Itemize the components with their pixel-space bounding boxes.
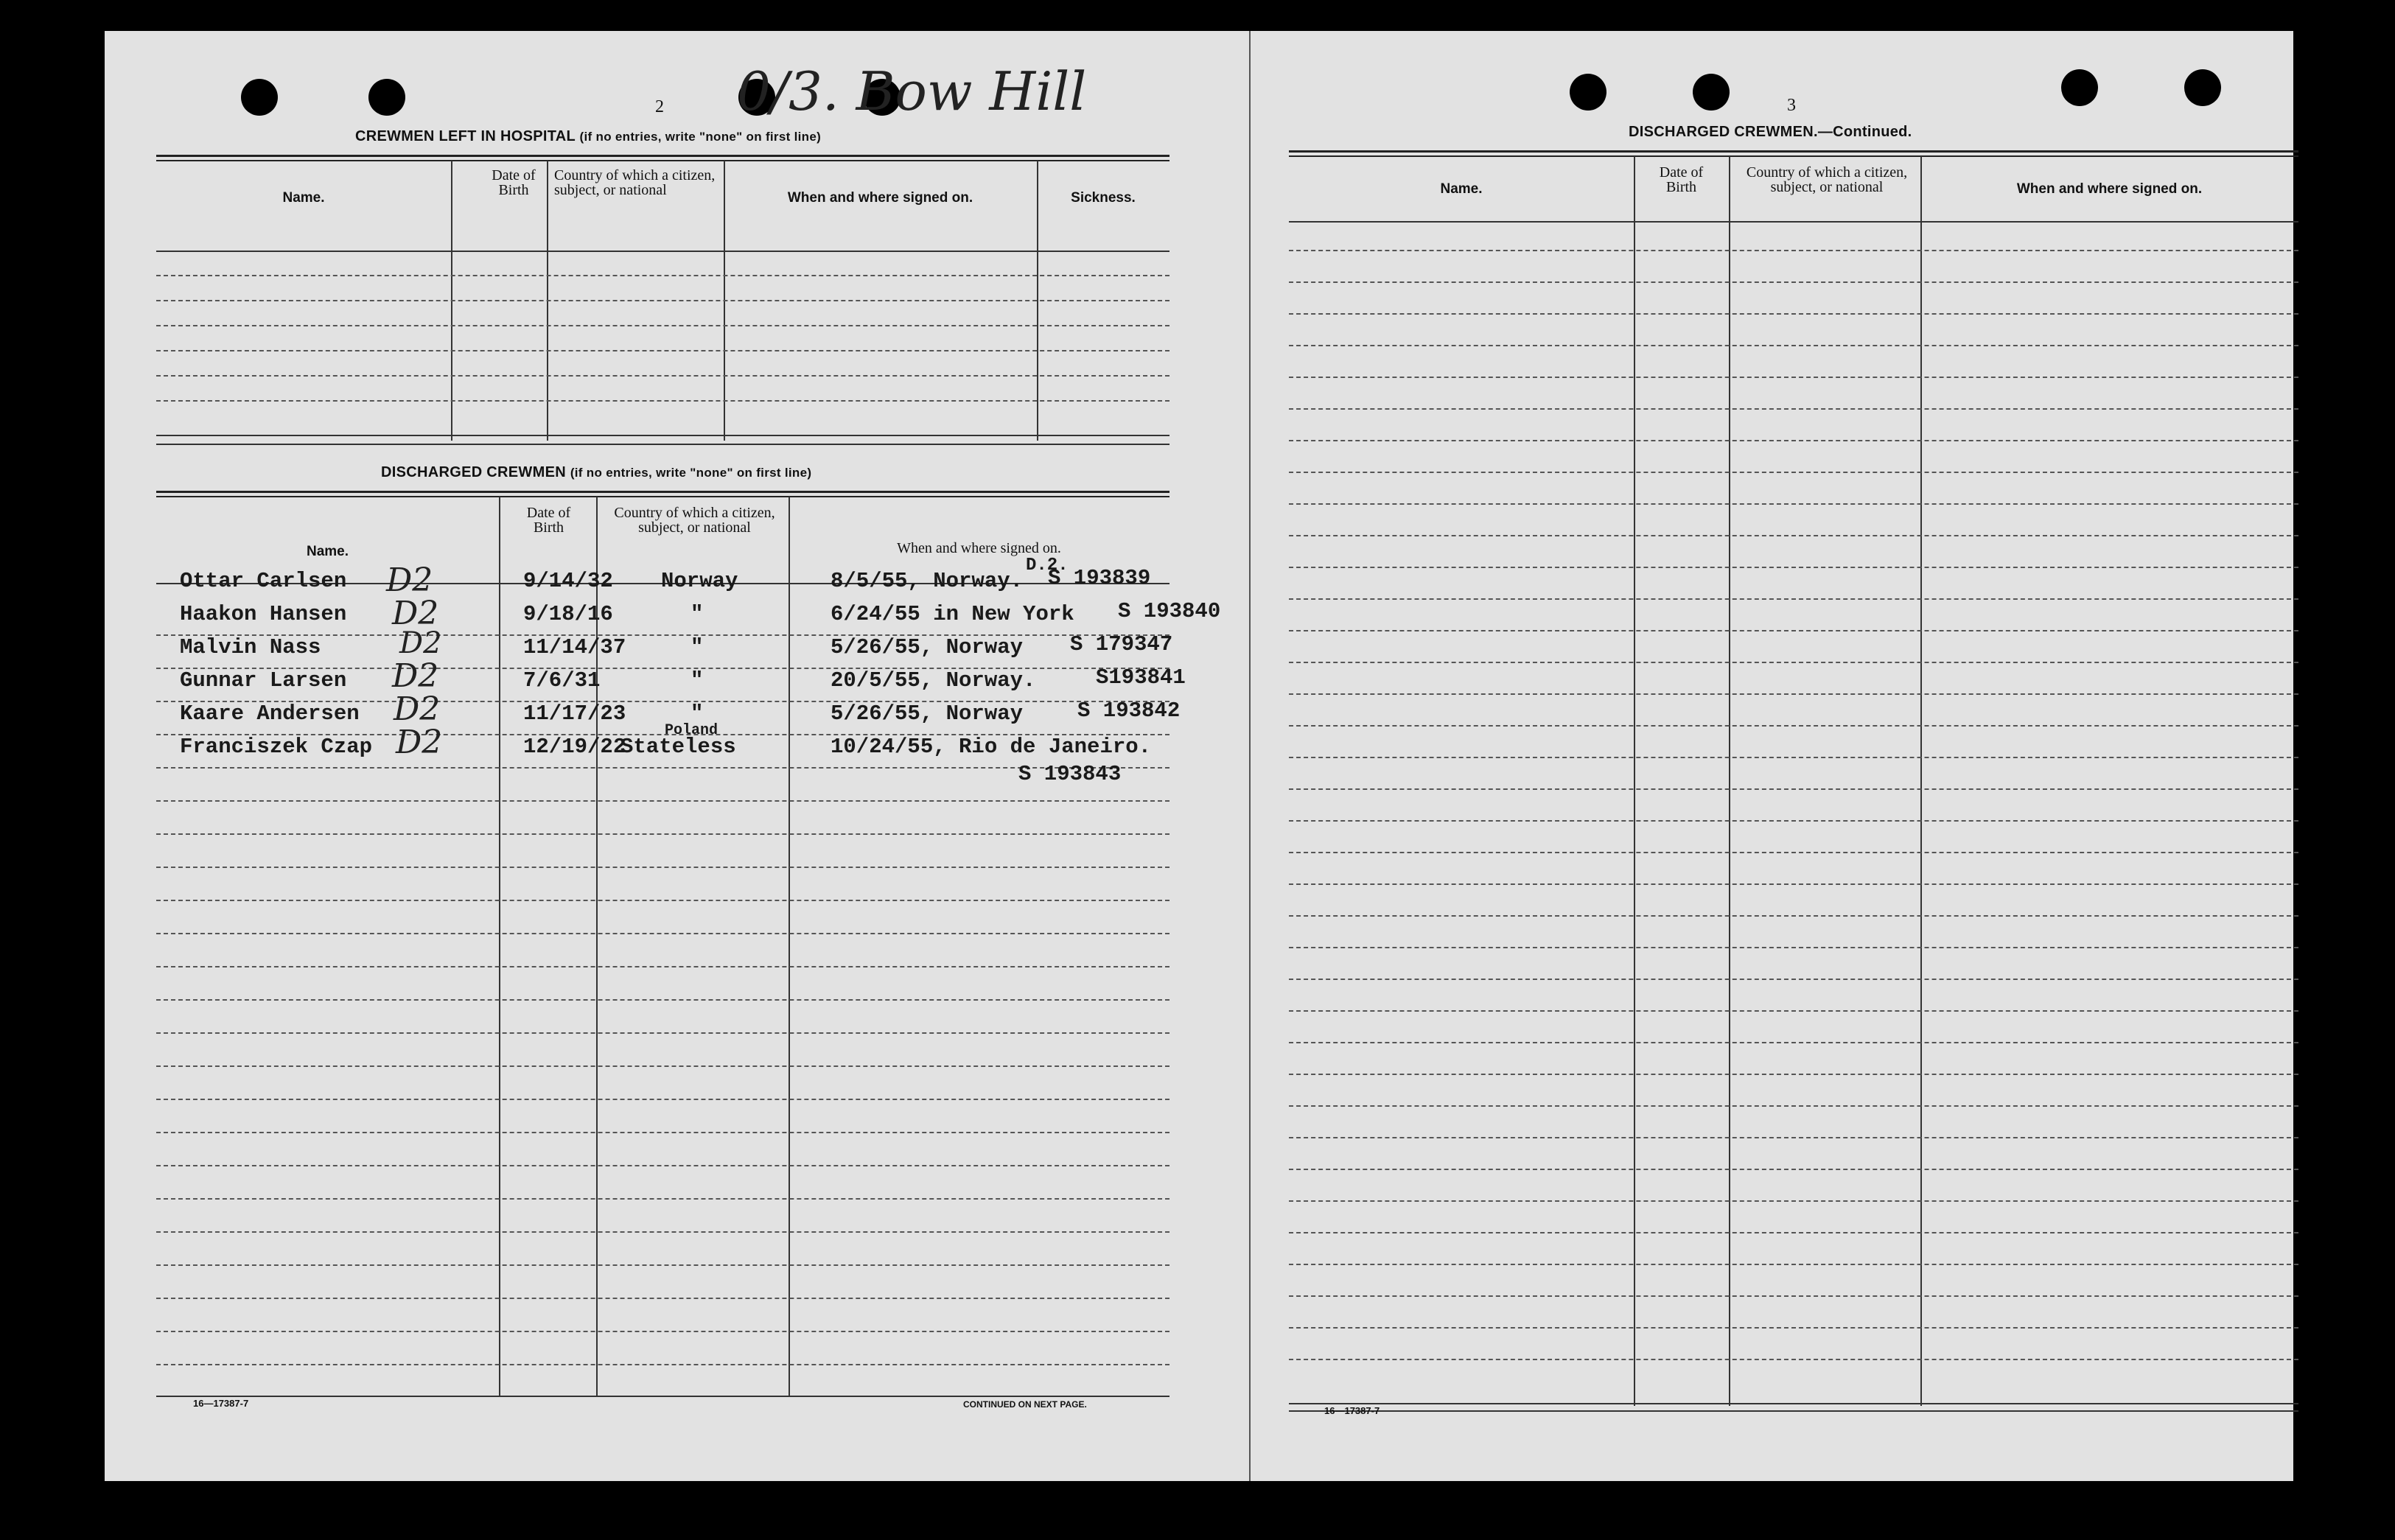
col-date-of-birth: Date of Birth [1659,164,1704,195]
country: " [690,668,704,693]
date-of-birth: 9/18/16 [523,602,613,626]
discharge-mark: D2 [399,626,442,660]
seaman-number: S 193839 [1048,566,1151,590]
page-number: 3 [1787,96,1796,115]
col-country: Country of which a citizen, subject, or national [614,505,775,536]
continued-notice: CONTINUED ON NEXT PAGE. [963,1399,1087,1410]
signed-on: 10/24/55, Rio de Janeiro. [831,735,1152,759]
discharged-continued-title: DISCHARGED CREWMEN.—Continued. [1629,124,1912,140]
discharged-table [156,491,1169,1419]
country: Norway [661,569,738,593]
col-date-of-birth: Date of Birth [492,167,536,198]
punch-hole [2184,69,2221,106]
col-name: Name. [306,544,349,559]
discharged-section-title: DISCHARGED CREWMEN (if no entries, write "none" on first line) [381,464,812,480]
col-country: Country of which a citizen, subject, or national [1746,164,1908,195]
date-of-birth: 11/17/23 [523,701,626,726]
col-country: Country of which a citizen, subject, or national [554,167,716,198]
signed-on-mark: D.2. [1026,556,1069,575]
punch-hole [1570,74,1606,111]
country-above: Poland [665,722,718,739]
right-page [1251,31,2293,1481]
country: " [690,701,704,726]
crew-name: Franciszek Czap [180,735,373,759]
form-number: 16—17387-7 [193,1398,249,1409]
col-date-of-birth: Date of Birth [526,505,571,536]
date-of-birth: 11/14/37 [523,635,626,659]
crew-name: Malvin Nass [180,635,321,659]
col-name: Name. [282,190,325,206]
discharge-mark: D2 [396,724,443,761]
col-sickness: Sickness. [1071,190,1136,206]
signed-on: 8/5/55, Norway. [831,569,1024,593]
seaman-number: S 193843 [1018,762,1122,786]
country: Stateless [620,735,736,759]
hospital-section-title: CREWMEN LEFT IN HOSPITAL (if no entries, write "none" on first line) [355,128,822,144]
crew-name: Haakon Hansen [180,602,347,626]
crew-name: Ottar Carlsen [180,569,347,593]
country: " [690,602,704,626]
col-signed-on: When and where signed on. [787,190,973,206]
col-signed-on: When and where signed on. [2016,181,2203,197]
country: " [690,635,704,659]
date-of-birth: 7/6/31 [523,668,601,693]
col-signed-on: When and where signed on. [897,540,1061,556]
hospital-table [156,155,1169,472]
seaman-number: S 193842 [1077,699,1181,723]
signed-on: 6/24/55 in New York [831,602,1074,626]
signed-on: 5/26/55, Norway [831,701,1024,726]
vessel-name-handwriting: 0/3. Bow Hill [737,60,1087,122]
discharged-continued-table [1289,150,2298,1440]
col-name: Name. [1440,181,1483,197]
crew-name: Gunnar Larsen [180,668,347,693]
seaman-number: S 193840 [1118,599,1221,623]
discharge-mark: D2 [386,561,433,599]
signed-on: 5/26/55, Norway [831,635,1024,659]
crew-name: Kaare Andersen [180,701,360,726]
seaman-number: S 179347 [1070,632,1173,657]
punch-hole [2061,69,2098,106]
left-page [105,31,1251,1481]
punch-hole [241,79,278,116]
signed-on: 20/5/55, Norway. [831,668,1036,693]
discharge-mark: D2 [392,595,439,632]
punch-hole [368,79,405,116]
discharge-mark: D2 [394,690,441,728]
page-number: 2 [655,97,664,116]
discharge-mark: D2 [392,657,439,695]
seaman-number: S193841 [1096,665,1186,690]
form-number: 16—17387-7 [1324,1405,1380,1416]
date-of-birth: 9/14/32 [523,569,613,593]
punch-hole [1693,74,1730,111]
date-of-birth: 12/19/22 [523,735,626,759]
